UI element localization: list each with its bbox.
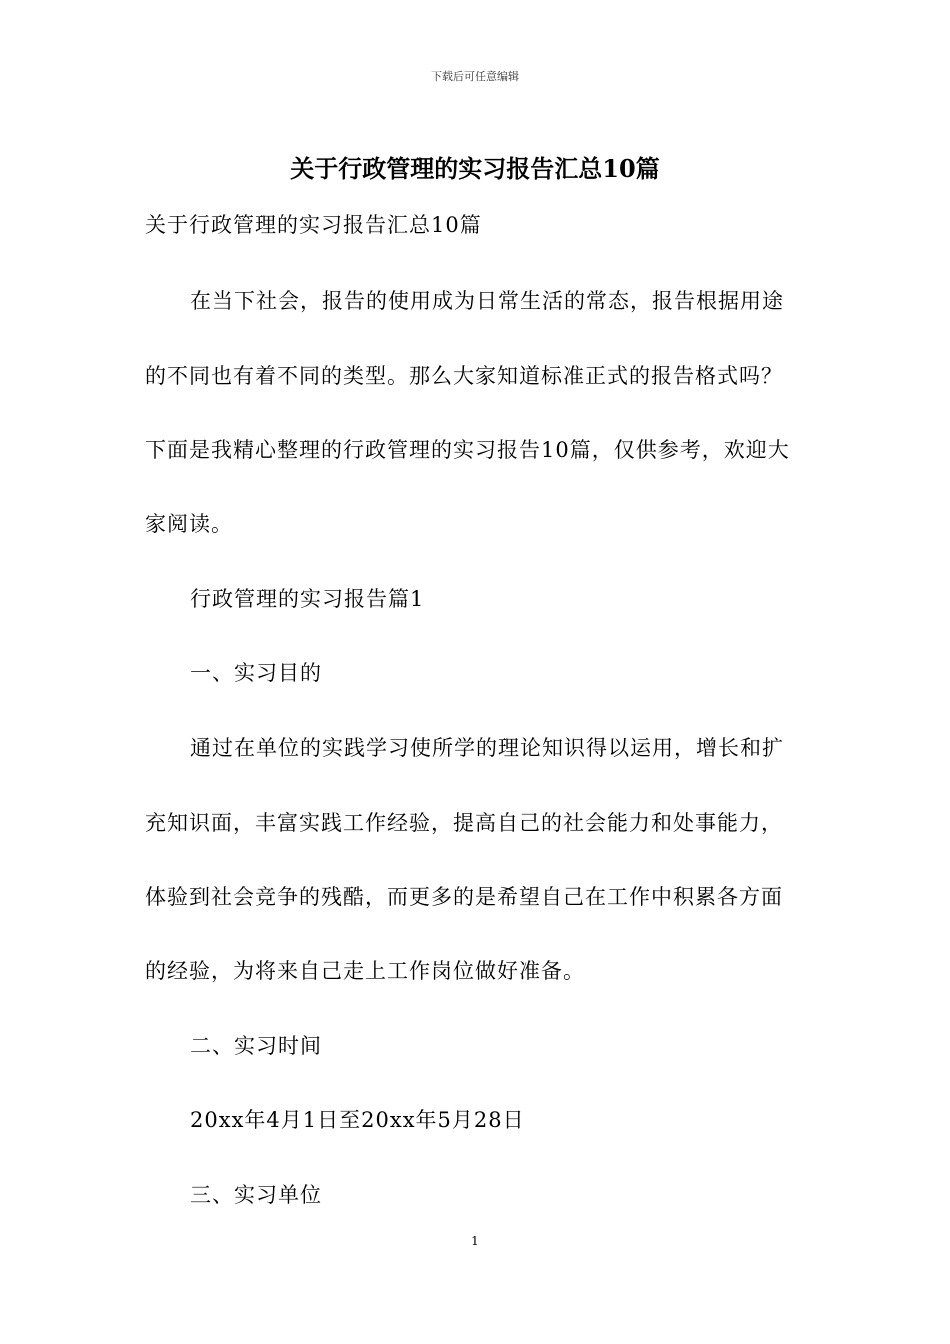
intro-line-4: 家阅读。: [145, 512, 233, 536]
subtitle-line: 关于行政管理的实习报告汇总10篇: [145, 213, 482, 237]
period-text: 20xx年4月1日至20xx年5月28日: [190, 1108, 525, 1132]
purpose-line-4: 的经验，为将来自己走上工作岗位做好准备。: [145, 959, 585, 983]
purpose-line-3: 体验到社会竞争的残酷，而更多的是希望自己在工作中积累各方面: [145, 885, 783, 909]
intro-line-3: 下面是我精心整理的行政管理的实习报告10篇，仅供参考，欢迎大: [145, 438, 790, 462]
section-title: 行政管理的实习报告篇1: [190, 587, 425, 611]
document-title: 关于行政管理的实习报告汇总10篇: [290, 154, 660, 183]
heading-period: 二、实习时间: [190, 1034, 322, 1058]
purpose-line-2: 充知识面，丰富实践工作经验，提高自己的社会能力和处事能力，: [145, 811, 783, 835]
intro-line-1: 在当下社会，报告的使用成为日常生活的常态，报告根据用途: [190, 289, 784, 313]
heading-purpose: 一、实习目的: [190, 661, 322, 685]
heading-unit: 三、实习单位: [190, 1183, 322, 1207]
page-number: 1: [471, 1234, 479, 1248]
purpose-line-1: 通过在单位的实践学习使所学的理论知识得以运用，增长和扩: [190, 736, 784, 760]
intro-line-2: 的不同也有着不同的类型。那么大家知道标准正式的报告格式吗？: [145, 364, 783, 388]
header-note: 下载后可任意编辑: [431, 70, 519, 83]
